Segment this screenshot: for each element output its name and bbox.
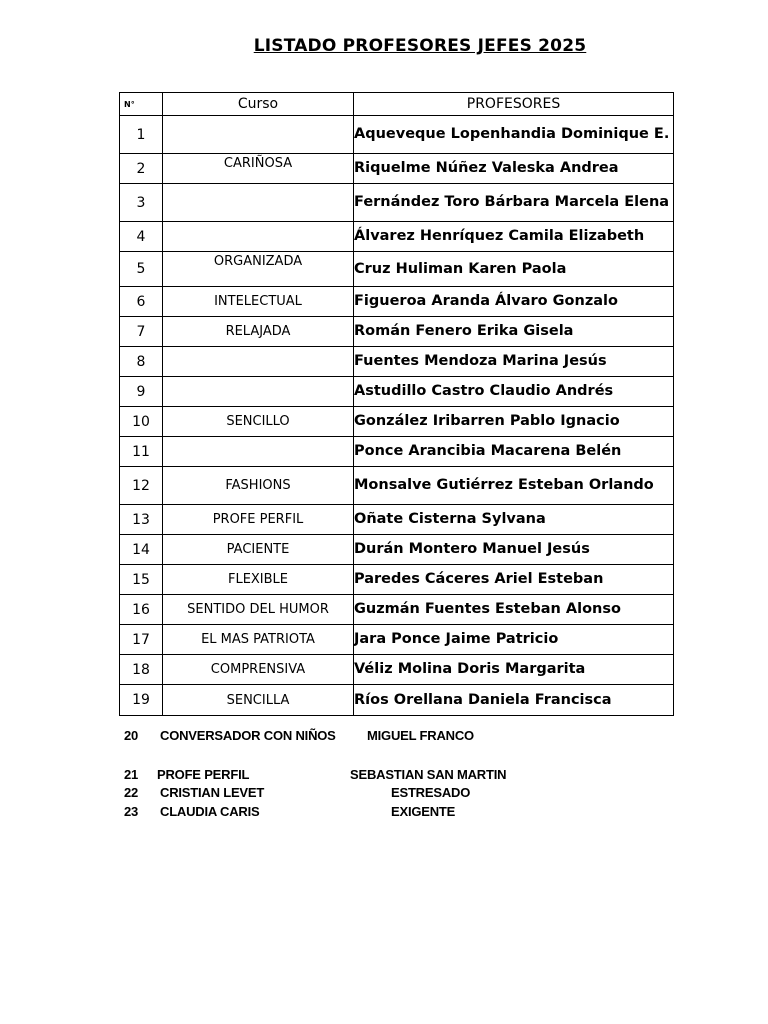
row-number: 14: [120, 535, 163, 565]
header-profesores: PROFESORES: [354, 93, 674, 116]
row-number: 13: [120, 505, 163, 535]
row-profesor: Guzmán Fuentes Esteban Alonso: [354, 595, 674, 625]
extra-line-22-number: 22: [124, 785, 139, 800]
extra-line-21-profesor: SEBASTIAN SAN MARTIN: [350, 767, 507, 782]
row-curso: PROFE PERFIL: [163, 505, 354, 535]
table-row: [120, 565, 674, 595]
row-number: 6: [120, 287, 163, 317]
table-row: [120, 347, 674, 377]
row-number: 4: [120, 222, 163, 252]
row-number: 5: [120, 252, 163, 287]
teachers-table: [119, 92, 674, 716]
page-title: LISTADO PROFESORES JEFES 2025: [253, 36, 587, 56]
row-number: 19: [120, 685, 163, 716]
table-row: [120, 437, 674, 467]
row-curso: FASHIONS: [163, 467, 354, 505]
table-row: [120, 116, 674, 154]
row-profesor: Monsalve Gutiérrez Esteban Orlando: [354, 467, 674, 505]
row-curso: RELAJADA: [163, 317, 354, 347]
row-curso: [163, 222, 354, 252]
row-curso: [163, 437, 354, 467]
table-row: [120, 287, 674, 317]
table-row: [120, 184, 674, 222]
table-row: [120, 655, 674, 685]
row-profesor: Cruz Huliman Karen Paola: [354, 252, 674, 287]
row-profesor: Astudillo Castro Claudio Andrés: [354, 377, 674, 407]
row-number: 15: [120, 565, 163, 595]
extra-line-22-curso: ESTRESADO: [391, 785, 471, 800]
row-curso: [163, 116, 354, 154]
table-row: [120, 535, 674, 565]
row-curso: SENCILLA: [163, 685, 354, 716]
row-number: 7: [120, 317, 163, 347]
extra-line-23-profesor: CLAUDIA CARIS: [160, 804, 260, 819]
row-number: 11: [120, 437, 163, 467]
row-number: 12: [120, 467, 163, 505]
row-profesor: Román Fenero Erika Gisela: [354, 317, 674, 347]
row-profesor: Durán Montero Manuel Jesús: [354, 535, 674, 565]
header-curso: Curso: [163, 93, 354, 116]
row-number: 2: [120, 154, 163, 184]
table-row: [120, 505, 674, 535]
row-curso: INTELECTUAL: [163, 287, 354, 317]
table-row: [120, 685, 674, 716]
row-curso: [163, 347, 354, 377]
row-curso: ORGANIZADA: [163, 252, 354, 287]
row-number: 9: [120, 377, 163, 407]
table-row: [120, 377, 674, 407]
row-number: 10: [120, 407, 163, 437]
extra-line-23-number: 23: [124, 804, 139, 819]
table-row: [120, 317, 674, 347]
row-curso: SENTIDO DEL HUMOR: [163, 595, 354, 625]
extra-line-22-profesor: CRISTIAN LEVET: [160, 785, 265, 800]
row-profesor: Fernández Toro Bárbara Marcela Elena: [354, 184, 674, 222]
table-row: [120, 407, 674, 437]
row-curso: [163, 377, 354, 407]
row-profesor: Jara Ponce Jaime Patricio: [354, 625, 674, 655]
header-num: N°: [120, 93, 163, 116]
table-row: [120, 154, 674, 184]
row-number: 3: [120, 184, 163, 222]
row-curso: FLEXIBLE: [163, 565, 354, 595]
row-profesor: Aqueveque Lopenhandia Dominique E.: [354, 116, 674, 154]
row-curso: SENCILLO: [163, 407, 354, 437]
row-number: 1: [120, 116, 163, 154]
row-curso: EL MAS PATRIOTA: [163, 625, 354, 655]
extra-line-20-profesor: MIGUEL FRANCO: [367, 728, 474, 743]
row-profesor: Ríos Orellana Daniela Francisca: [354, 685, 674, 716]
row-number: 16: [120, 595, 163, 625]
extra-line-21-curso: PROFE PERFIL: [157, 767, 250, 782]
table-row: [120, 625, 674, 655]
row-curso: [163, 184, 354, 222]
extra-line-20-number: 20: [124, 728, 139, 743]
row-profesor: González Iribarren Pablo Ignacio: [354, 407, 674, 437]
table-row: [120, 222, 674, 252]
row-number: 17: [120, 625, 163, 655]
table-row: [120, 467, 674, 505]
row-profesor: Véliz Molina Doris Margarita: [354, 655, 674, 685]
extra-line-23-curso: EXIGENTE: [391, 804, 456, 819]
row-curso: PACIENTE: [163, 535, 354, 565]
row-curso: COMPRENSIVA: [163, 655, 354, 685]
row-profesor: Figueroa Aranda Álvaro Gonzalo: [354, 287, 674, 317]
row-profesor: Paredes Cáceres Ariel Esteban: [354, 565, 674, 595]
row-number: 18: [120, 655, 163, 685]
row-curso: CARIÑOSA: [163, 154, 354, 184]
extra-line-20-curso: CONVERSADOR CON NIÑOS: [160, 728, 336, 743]
row-profesor: Álvarez Henríquez Camila Elizabeth: [354, 222, 674, 252]
table-row: [120, 595, 674, 625]
row-profesor: Ponce Arancibia Macarena Belén: [354, 437, 674, 467]
row-profesor: Oñate Cisterna Sylvana: [354, 505, 674, 535]
row-number: 8: [120, 347, 163, 377]
table-header-row: [120, 93, 674, 116]
row-profesor: Fuentes Mendoza Marina Jesús: [354, 347, 674, 377]
extra-line-21-number: 21: [124, 767, 139, 782]
table-row: [120, 252, 674, 287]
row-profesor: Riquelme Núñez Valeska Andrea: [354, 154, 674, 184]
